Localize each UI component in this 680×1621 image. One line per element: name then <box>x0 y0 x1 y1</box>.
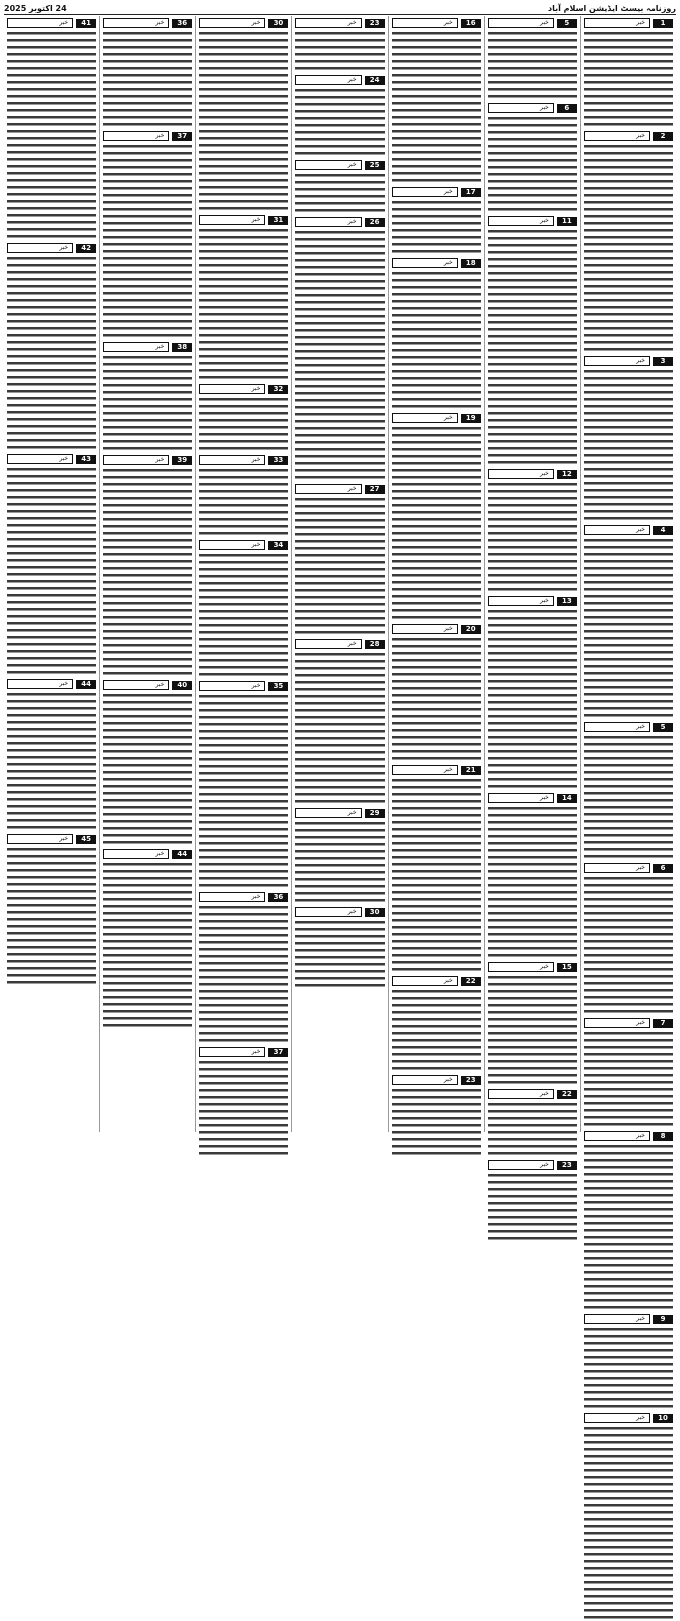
item-number-badge: 14 <box>557 794 577 803</box>
item-tag: خبر <box>103 18 169 28</box>
item-tag: خبر <box>392 413 458 423</box>
item-tag: خبر <box>199 455 265 465</box>
news-item <box>488 596 577 790</box>
item-tag: خبر <box>488 469 554 479</box>
item-tag: خبر <box>488 793 554 803</box>
news-item <box>392 976 481 1072</box>
news-column <box>388 16 484 1132</box>
news-item <box>199 1047 288 1157</box>
item-number-badge: 17 <box>461 188 481 197</box>
item-number-badge: 2 <box>653 132 673 141</box>
item-tag: خبر <box>199 681 265 691</box>
item-body-text <box>488 1172 577 1242</box>
item-tag: خبر <box>7 18 73 28</box>
news-item <box>7 18 96 240</box>
item-number-badge: 44 <box>76 680 96 689</box>
news-item <box>488 962 577 1086</box>
item-body-text <box>584 143 673 353</box>
item-tag: خبر <box>103 455 169 465</box>
item-body-text <box>488 481 577 593</box>
item-tag: خبر <box>295 75 361 85</box>
item-tag: خبر <box>103 849 169 859</box>
item-tag: خبر <box>584 1413 650 1423</box>
item-number-badge: 24 <box>365 76 385 85</box>
news-item <box>584 525 673 719</box>
item-number-badge: 40 <box>172 681 192 690</box>
news-item <box>103 680 192 846</box>
news-item <box>584 356 673 522</box>
news-column <box>195 16 291 1132</box>
item-tag: خبر <box>392 258 458 268</box>
item-tag: خبر <box>584 525 650 535</box>
item-tag: خبر <box>199 18 265 28</box>
news-item <box>199 681 288 889</box>
item-body-text <box>488 30 577 100</box>
item-body-text <box>488 228 577 466</box>
news-item <box>584 1131 673 1311</box>
item-tag: خبر <box>295 907 361 917</box>
item-tag: خبر <box>488 1160 554 1170</box>
news-item <box>7 454 96 676</box>
item-number-badge: 34 <box>268 541 288 550</box>
item-number-badge: 28 <box>365 640 385 649</box>
item-number-badge: 20 <box>461 625 481 634</box>
item-body-text <box>584 875 673 1015</box>
item-body-text <box>199 467 288 537</box>
news-item <box>295 907 384 989</box>
news-item <box>584 18 673 128</box>
item-tag: خبر <box>295 160 361 170</box>
item-number-badge: 44 <box>172 850 192 859</box>
item-number-badge: 7 <box>653 1019 673 1028</box>
item-body-text <box>584 537 673 719</box>
item-number-badge: 10 <box>653 1414 673 1423</box>
item-tag: خبر <box>199 540 265 550</box>
news-column <box>291 16 387 1132</box>
item-body-text <box>7 30 96 240</box>
item-body-text <box>584 30 673 128</box>
item-tag: خبر <box>584 1018 650 1028</box>
item-tag: خبر <box>488 596 554 606</box>
item-tag: خبر <box>295 808 361 818</box>
item-body-text <box>392 636 481 762</box>
news-item <box>392 624 481 762</box>
item-tag: خبر <box>392 187 458 197</box>
item-number-badge: 18 <box>461 259 481 268</box>
item-number-badge: 25 <box>365 161 385 170</box>
news-item <box>584 1314 673 1410</box>
item-tag: خبر <box>584 356 650 366</box>
item-body-text <box>295 651 384 805</box>
item-number-badge: 3 <box>653 357 673 366</box>
item-tag: خبر <box>199 1047 265 1057</box>
news-item <box>199 384 288 452</box>
item-tag: خبر <box>392 1075 458 1085</box>
item-number-badge: 1 <box>653 19 673 28</box>
item-body-text <box>103 143 192 339</box>
item-number-badge: 36 <box>268 893 288 902</box>
item-number-badge: 22 <box>461 977 481 986</box>
news-item <box>199 892 288 1044</box>
item-number-badge: 4 <box>653 526 673 535</box>
item-body-text <box>7 255 96 451</box>
item-tag: خبر <box>488 18 554 28</box>
item-body-text <box>488 1101 577 1157</box>
item-body-text <box>7 466 96 676</box>
item-tag: خبر <box>488 1089 554 1099</box>
news-item <box>295 639 384 805</box>
item-number-badge: 33 <box>268 456 288 465</box>
item-body-text <box>199 1059 288 1157</box>
item-body-text <box>392 988 481 1072</box>
item-tag: خبر <box>7 834 73 844</box>
news-item <box>392 765 481 973</box>
item-body-text <box>295 172 384 214</box>
item-body-text <box>584 1030 673 1128</box>
news-columns <box>4 16 676 1422</box>
news-item <box>199 540 288 678</box>
item-number-badge: 30 <box>268 19 288 28</box>
item-number-badge: 37 <box>268 1048 288 1057</box>
item-body-text <box>584 1143 673 1311</box>
item-tag: خبر <box>488 103 554 113</box>
item-number-badge: 9 <box>653 1315 673 1324</box>
news-item <box>584 722 673 860</box>
item-number-badge: 43 <box>76 455 96 464</box>
item-tag: خبر <box>295 484 361 494</box>
item-tag: خبر <box>584 722 650 732</box>
news-item <box>392 258 481 410</box>
item-body-text <box>199 396 288 452</box>
item-body-text <box>295 496 384 636</box>
news-item <box>488 469 577 593</box>
item-number-badge: 31 <box>268 216 288 225</box>
news-item <box>584 131 673 353</box>
item-body-text <box>584 1425 673 1621</box>
news-item <box>103 342 192 452</box>
item-number-badge: 37 <box>172 132 192 141</box>
item-body-text <box>103 861 192 1029</box>
item-number-badge: 6 <box>557 104 577 113</box>
news-item <box>295 808 384 904</box>
item-number-badge: 21 <box>461 766 481 775</box>
item-tag: خبر <box>584 1131 650 1141</box>
item-body-text <box>392 777 481 973</box>
news-item <box>488 103 577 213</box>
item-number-badge: 12 <box>557 470 577 479</box>
item-number-badge: 15 <box>557 963 577 972</box>
item-number-badge: 23 <box>461 1076 481 1085</box>
item-body-text <box>295 229 384 481</box>
item-number-badge: 23 <box>365 19 385 28</box>
item-body-text <box>295 820 384 904</box>
item-body-text <box>488 115 577 213</box>
item-body-text <box>7 691 96 831</box>
news-item <box>295 160 384 214</box>
news-item <box>488 793 577 959</box>
item-body-text <box>199 904 288 1044</box>
item-number-badge: 13 <box>557 597 577 606</box>
news-item <box>103 131 192 339</box>
item-tag: خبر <box>103 342 169 352</box>
item-body-text <box>103 354 192 452</box>
item-number-badge: 32 <box>268 385 288 394</box>
item-number-badge: 19 <box>461 414 481 423</box>
item-body-text <box>199 30 288 212</box>
item-number-badge: 45 <box>76 835 96 844</box>
item-tag: خبر <box>199 384 265 394</box>
item-body-text <box>584 1326 673 1410</box>
item-number-badge: 42 <box>76 244 96 253</box>
news-item <box>584 1018 673 1128</box>
item-tag: خبر <box>7 454 73 464</box>
item-tag: خبر <box>392 976 458 986</box>
item-body-text <box>488 805 577 959</box>
news-item <box>584 1413 673 1621</box>
item-tag: خبر <box>584 131 650 141</box>
item-tag: خبر <box>103 131 169 141</box>
news-item <box>295 217 384 481</box>
item-body-text <box>392 30 481 184</box>
item-body-text <box>103 692 192 846</box>
item-body-text <box>295 87 384 157</box>
item-number-badge: 23 <box>557 1161 577 1170</box>
news-item <box>392 1075 481 1157</box>
news-item <box>584 863 673 1015</box>
item-body-text <box>199 227 288 381</box>
item-tag: خبر <box>584 1314 650 1324</box>
news-item <box>392 187 481 255</box>
news-column <box>99 16 195 1132</box>
item-number-badge: 38 <box>172 343 192 352</box>
item-number-badge: 26 <box>365 218 385 227</box>
news-item <box>7 679 96 831</box>
news-column <box>484 16 580 1169</box>
item-body-text <box>295 919 384 989</box>
item-number-badge: 5 <box>653 723 673 732</box>
news-item <box>295 75 384 157</box>
news-item <box>199 455 288 537</box>
item-number-badge: 30 <box>365 908 385 917</box>
item-body-text <box>392 1087 481 1157</box>
item-number-badge: 39 <box>172 456 192 465</box>
item-body-text <box>103 30 192 128</box>
item-tag: خبر <box>295 18 361 28</box>
item-number-badge: 8 <box>653 1132 673 1141</box>
news-item <box>488 216 577 466</box>
news-column <box>4 16 99 1132</box>
item-tag: خبر <box>392 18 458 28</box>
item-body-text <box>392 425 481 621</box>
item-body-text <box>392 199 481 255</box>
news-item <box>488 1089 577 1157</box>
news-item <box>392 18 481 184</box>
item-number-badge: 36 <box>172 19 192 28</box>
item-tag: خبر <box>584 863 650 873</box>
item-number-badge: 5 <box>557 19 577 28</box>
masthead-title: روزنامہ بیسٹ ایڈیشن اسلام آباد <box>548 3 676 13</box>
item-tag: خبر <box>295 639 361 649</box>
item-tag: خبر <box>488 962 554 972</box>
news-item <box>199 215 288 381</box>
item-number-badge: 22 <box>557 1090 577 1099</box>
item-body-text <box>584 368 673 522</box>
masthead-date: 24 اکتوبر 2025 <box>4 3 67 13</box>
item-tag: خبر <box>392 765 458 775</box>
item-number-badge: 16 <box>461 19 481 28</box>
item-tag: خبر <box>295 217 361 227</box>
item-body-text <box>488 974 577 1086</box>
item-tag: خبر <box>392 624 458 634</box>
item-tag: خبر <box>199 215 265 225</box>
item-body-text <box>103 467 192 677</box>
item-body-text <box>199 552 288 678</box>
news-item <box>103 455 192 677</box>
item-tag: خبر <box>199 892 265 902</box>
item-body-text <box>7 846 96 986</box>
item-number-badge: 11 <box>557 217 577 226</box>
news-item <box>488 18 577 100</box>
item-tag: خبر <box>488 216 554 226</box>
item-number-badge: 6 <box>653 864 673 873</box>
item-body-text <box>584 734 673 860</box>
item-body-text <box>392 270 481 410</box>
item-body-text <box>199 693 288 889</box>
news-item <box>392 413 481 621</box>
item-number-badge: 29 <box>365 809 385 818</box>
item-number-badge: 41 <box>76 19 96 28</box>
item-body-text <box>488 608 577 790</box>
news-item <box>295 18 384 72</box>
news-column <box>580 16 676 1422</box>
masthead <box>4 2 676 15</box>
news-item <box>7 834 96 986</box>
item-tag: خبر <box>103 680 169 690</box>
news-item <box>295 484 384 636</box>
news-item <box>488 1160 577 1242</box>
item-number-badge: 27 <box>365 485 385 494</box>
news-item <box>7 243 96 451</box>
item-tag: خبر <box>7 679 73 689</box>
news-item <box>103 849 192 1029</box>
item-number-badge: 35 <box>268 682 288 691</box>
news-item <box>103 18 192 128</box>
item-body-text <box>295 30 384 72</box>
news-item <box>199 18 288 212</box>
item-tag: خبر <box>584 18 650 28</box>
item-tag: خبر <box>7 243 73 253</box>
